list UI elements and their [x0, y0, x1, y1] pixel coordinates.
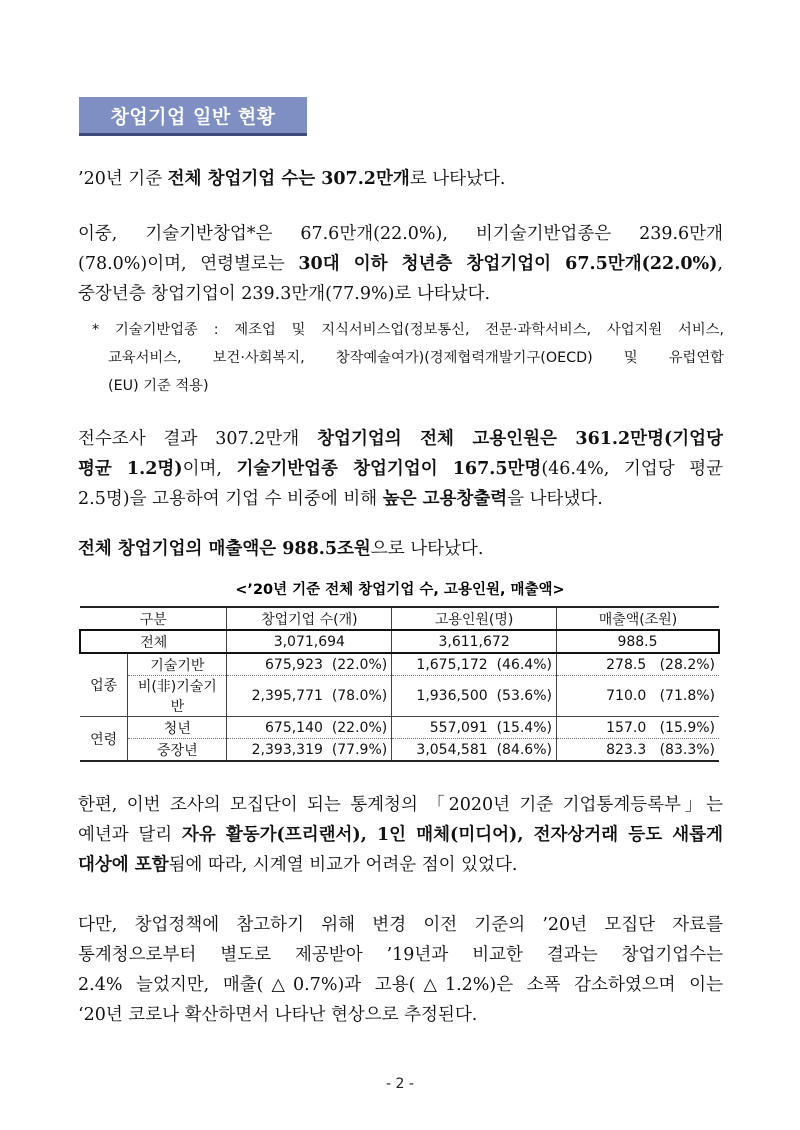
group-label: 업종	[80, 653, 128, 717]
footnote-line: (EU) 기준 적용)	[108, 378, 209, 394]
text-line: 전수조사 결과 307.2만개 창업기업의 전체 고용인원은 361.2만명(기업당	[78, 429, 723, 449]
text-line: ‘20년 코로나 확산하면서 나타난 현상으로 추정된다.	[78, 1005, 478, 1025]
section-title: 창업기업 일반 현황	[79, 97, 307, 136]
cell-sales: 710.0 (71.8%)	[556, 676, 719, 717]
cell-employees: 3,611,672	[392, 630, 557, 653]
cell-firms: 2,395,771 (78.0%)	[227, 676, 392, 717]
paragraph-comparison	[78, 910, 723, 1030]
table-row	[80, 676, 719, 717]
bold-text: 전체 창업기업 수는 307.2만개	[167, 169, 410, 189]
cell-firms: 2,393,319 (77.9%)	[227, 739, 392, 762]
paragraph-total-firms	[78, 164, 723, 194]
row-label: 청년	[128, 717, 227, 739]
text-line: 예년과 달리 자유 활동가(프리랜서), 1인 매체(미디어), 전자상거래 등도 새롭게	[78, 825, 723, 845]
page-number: - 2 -	[386, 1076, 414, 1092]
text-line: 2.4% 늘었지만, 매출(△0.7%)과 고용(△1.2%)은 소폭 감소하였으며 이는	[78, 975, 723, 995]
footnote	[92, 316, 724, 400]
paragraph-employment	[78, 424, 723, 514]
row-label: 비(非)기술기반	[128, 676, 227, 717]
paragraph-sales	[78, 534, 723, 564]
bold-text: 전체 창업기업의 매출액은 988.5조원	[78, 539, 371, 559]
statistics-table	[79, 606, 720, 762]
text-line: 한편, 이번 조사의 모집단이 되는 통계청의 「2020년 기준 기업통계등록부」는	[78, 795, 723, 815]
text: 으로 나타났다.	[370, 539, 484, 559]
paragraph-tech-age	[78, 219, 723, 309]
text-line: 통계청으로부터 별도로 제공받아 ’19년과 비교한 결과는 창업기업수는	[78, 945, 723, 965]
table-row-total	[80, 630, 719, 653]
cell-employees: 1,936,500 (53.6%)	[392, 676, 557, 717]
header-cell: 고용인원(명)	[392, 607, 557, 630]
header-cell: 매출액(조원)	[556, 607, 719, 630]
text-line: (78.0%)이며, 연령별로는 30대 이하 청년층 창업기업이 67.5만개(22.0%),	[78, 254, 723, 274]
text-line: 이중, 기술기반창업*은 67.6만개(22.0%), 비기술기반업종은 239.6만개	[78, 224, 723, 244]
table-header-row	[80, 607, 719, 630]
cell-firms: 3,071,694	[227, 630, 392, 653]
paragraph-population-change	[78, 790, 723, 880]
cell-firms: 675,140 (22.0%)	[227, 717, 392, 739]
cell-sales: 157.0 (15.9%)	[556, 717, 719, 739]
text-line: 평균 1.2명)이며, 기술기반업종 창업기업이 167.5만명(46.4%, 기업당 평균	[78, 459, 723, 479]
text-line: 대상에 포함됨에 따라, 시계열 비교가 어려운 점이 있었다.	[78, 855, 518, 875]
cell-sales: 823.3 (83.3%)	[556, 739, 719, 762]
cell-employees: 3,054,581 (84.6%)	[392, 739, 557, 762]
row-label: 기술기반	[128, 653, 227, 676]
footnote-line: * 기술기반업종 : 제조업 및 지식서비스업(정보통신, 전문·과학서비스, 사업지원 서비스,	[92, 322, 724, 338]
cell-sales: 278.5 (28.2%)	[556, 653, 719, 676]
header-cell: 구분	[80, 607, 227, 630]
header-cell: 창업기업 수(개)	[227, 607, 392, 630]
table-row	[80, 653, 719, 676]
text: 로 나타났다.	[409, 169, 506, 189]
text-line: 중장년층 창업기업이 239.3만개(77.9%)로 나타났다.	[78, 284, 491, 304]
footnote-line: 교육서비스, 보건·사회복지, 창작예술여가)(경제협력개발기구(OECD) 및 유럽연합	[108, 350, 724, 366]
table-row	[80, 739, 719, 762]
cell-employees: 557,091 (15.4%)	[392, 717, 557, 739]
text-line: 다만, 창업정책에 참고하기 위해 변경 이전 기준의 ’20년 모집단 자료를	[78, 915, 723, 935]
group-label: 연령	[80, 717, 128, 762]
row-label: 중장년	[128, 739, 227, 762]
cell-firms: 675,923 (22.0%)	[227, 653, 392, 676]
text: ’20년 기준	[78, 169, 168, 189]
row-label: 전체	[80, 630, 227, 653]
table-caption: <’20년 기준 전체 창업기업 수, 고용인원, 매출액>	[235, 582, 565, 598]
text-line: 2.5명)을 고용하여 기업 수 비중에 비해 높은 고용창출력을 나타냈다.	[78, 489, 603, 509]
table-row	[80, 717, 719, 739]
cell-employees: 1,675,172 (46.4%)	[392, 653, 557, 676]
cell-sales: 988.5	[556, 630, 719, 653]
